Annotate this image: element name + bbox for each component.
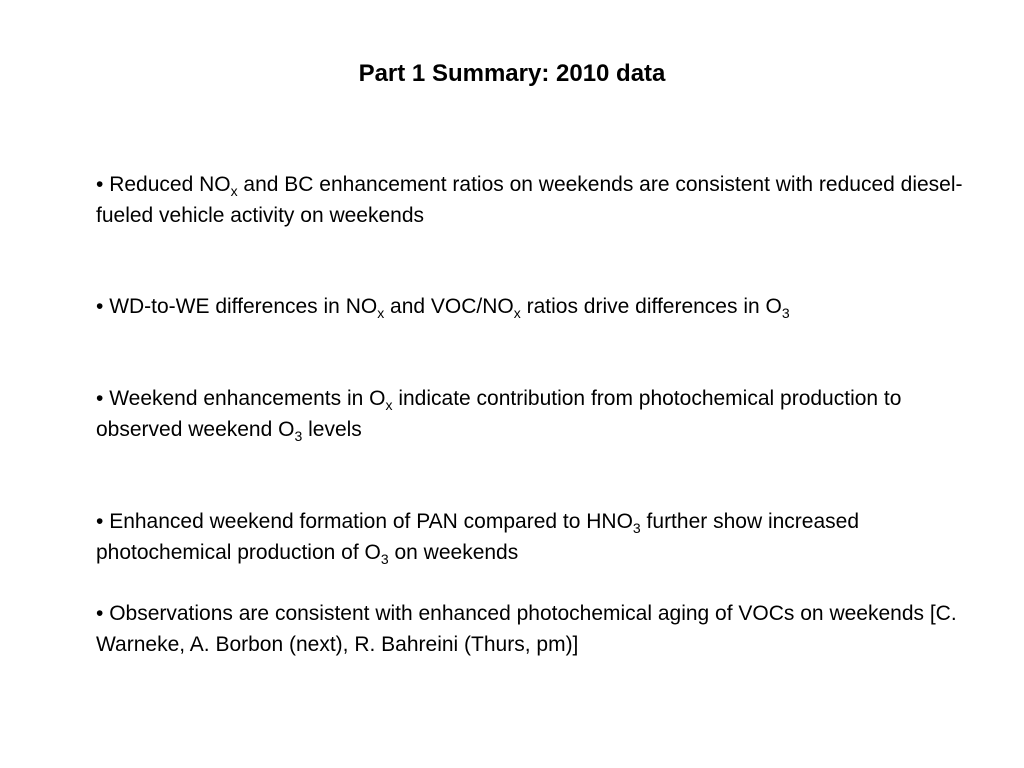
bullet-text: Reduced NO: [103, 173, 231, 196]
bullet-text: on weekends: [388, 541, 519, 564]
subscript: 3: [380, 551, 389, 567]
bullet-point-2: [96, 291, 966, 322]
bullet-text: WD-to-WE differences in NO: [103, 295, 378, 318]
bullet-marker: •: [96, 510, 104, 533]
bullet-point-1: [96, 169, 966, 231]
slide-title: Part 1 Summary: 2010 data: [358, 60, 666, 87]
bullet-marker: •: [96, 602, 104, 625]
bullet-text: Observations are consistent with enhanced photochemical aging of VOCs on weekends [C. Warneke, A. Borbon (next), R. Bahreini (Thurs, pm)]: [96, 602, 957, 656]
bullet-point-4: [96, 506, 966, 568]
subscript: 3: [781, 305, 790, 321]
bullet-text: levels: [302, 418, 362, 441]
subscript: x: [385, 397, 393, 413]
bullet-point-5: [96, 598, 966, 660]
bullet-text: Weekend enhancements in O: [103, 387, 386, 410]
bullet-text: Enhanced weekend formation of PAN compared to HNO: [103, 510, 633, 533]
bullet-text: and VOC/NO: [384, 295, 514, 318]
subscript: 3: [294, 428, 303, 444]
bullet-marker: •: [96, 173, 104, 196]
bullet-point-3: [96, 383, 966, 445]
bullet-marker: •: [96, 295, 104, 318]
subscript: x: [230, 183, 238, 199]
bullet-text: ratios drive differences in O: [520, 295, 782, 318]
bullet-text: indicate contribution from photochemical production to observed weekend O: [96, 387, 902, 441]
bullet-text: further show increased photochemical production of O: [96, 510, 859, 564]
subscript: 3: [632, 520, 641, 536]
subscript: x: [513, 305, 521, 321]
subscript: x: [377, 305, 385, 321]
bullet-text: and BC enhancement ratios on weekends are consistent with reduced diesel-fueled vehicle activity on weekends: [96, 173, 963, 227]
bullet-marker: •: [96, 387, 104, 410]
